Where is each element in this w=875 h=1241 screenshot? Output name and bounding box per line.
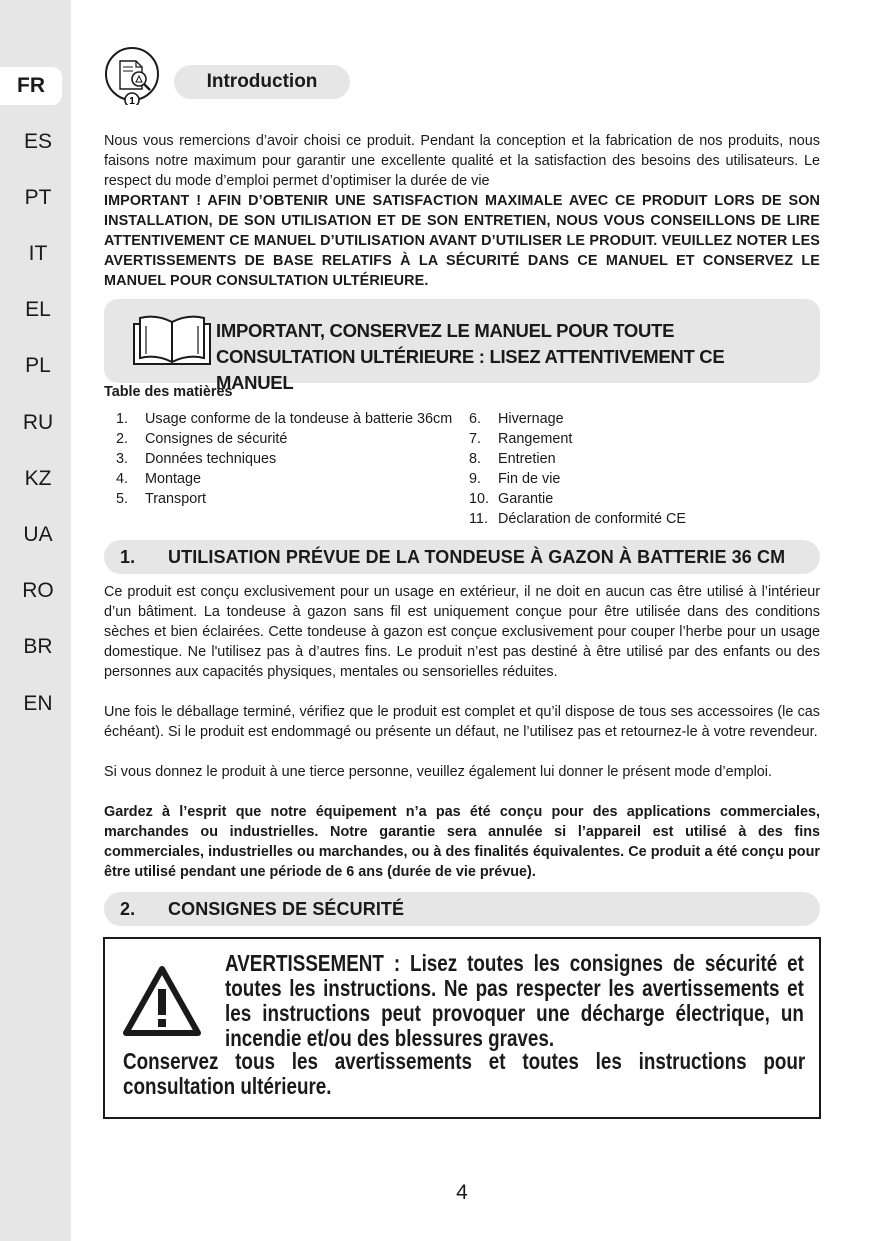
intro-paragraph: Nous vous remercions d’avoir choisi ce produit. Pendant la conception et la fabrication de nos produits, nous faisons notre maximum pour garantir une excellente qualité et la satisfaction des besoins des utilisateurs. Le respect du mode d’emploi permet d’optimiser la durée de vie	[104, 133, 820, 189]
section-1-number: 1.	[120, 546, 136, 567]
section-2-number: 2.	[120, 898, 136, 919]
important-notice-text	[216, 318, 806, 396]
toc-item-number: 2.	[116, 431, 129, 447]
toc-item-number: 5.	[116, 491, 129, 507]
toc-item	[457, 509, 787, 529]
toc-item-label: Hivernage	[498, 411, 564, 427]
toc-item-label: Transport	[145, 491, 207, 507]
toc-item	[457, 469, 787, 489]
toc-item	[457, 429, 787, 449]
section-1-paragraph-1: Ce produit est conçu exclusivement pour un usage en extérieur, il ne doit en aucun cas être utilisé à l’intérieur d’un bâtiment. La tondeuse à gazon sans fil est uniquement conçue pour être utilisée dans des conditions sèches et bien éclairées. Cette tondeuse à gazon est conçue exclusivement pour couper l’herbe pour un usage domestique. Ne l'utilisez pas à d’autres fins. Le produit n’est pas destiné à être utilisé par des enfants ou des personnes aux capacités physiques, mentales ou sensorielles réduites.	[104, 584, 820, 680]
introduction-heading: Introduction	[174, 65, 350, 99]
document-search-icon	[103, 47, 161, 105]
language-tab-es[interactable]: ES	[23, 130, 52, 153]
toc-item	[104, 429, 454, 449]
open-book-icon	[132, 312, 212, 368]
section-1-heading	[104, 540, 820, 574]
section-1-paragraph-2: Une fois le déballage terminé, vérifiez que le produit est complet et qu’il dispose de tous ses accessoires (le cas échéant). Si le produit est endommagé ou présente un défaut, ne l’utilisez pas et retournez-le à votre revendeur.	[104, 704, 820, 740]
toc-item	[104, 449, 454, 469]
language-tab-ro[interactable]: RO	[22, 579, 54, 602]
section-2-title: CONSIGNES DE SÉCURITÉ	[168, 898, 405, 919]
toc-item	[104, 489, 454, 509]
toc-item-number: 1.	[116, 411, 129, 427]
toc-item	[104, 469, 454, 489]
important-line-1: IMPORTANT, CONSERVEZ LE MANUEL POUR TOUTE	[216, 320, 675, 341]
language-tab-pt[interactable]: PT	[24, 186, 52, 209]
toc-item-label: Données techniques	[145, 451, 277, 467]
toc-item-number: 8.	[469, 451, 482, 467]
toc-item-number: 9.	[469, 471, 482, 487]
toc-item	[457, 409, 787, 429]
toc-left-column	[104, 409, 454, 509]
toc-item-number: 7.	[469, 431, 482, 447]
language-tab-it[interactable]: IT	[28, 242, 48, 265]
language-tab-ru[interactable]: RU	[22, 411, 54, 434]
intro-important-paragraph: IMPORTANT ! AFIN D’OBTENIR UNE SATISFACTION MAXIMALE AVEC CE PRODUIT LORS DE SON INSTALLATION, DE SON UTILISATION ET DE SON ENTRETIEN, NOUS VOUS CONSEILLONS DE LIRE ATTENTIVEMENT CE MANUEL D’UTILISATION AVANT D’UTILISER LE PRODUIT. VEUILLEZ NOTER LES AVERTISSEMENTS DE BASE RELATIFS À LA SÉCURITÉ DANS CE MANUEL ET CONSERVEZ LE MANUEL POUR CONSULTATION ULTÉRIEURE.	[104, 193, 820, 289]
toc-item-number: 10.	[469, 491, 490, 507]
important-line-2: CONSULTATION ULTÉRIEURE : LISEZ ATTENTIVEMENT CE MANUEL	[216, 346, 725, 393]
language-tab-en[interactable]: EN	[23, 692, 53, 715]
toc-item-label: Garantie	[498, 491, 554, 507]
toc-item-label: Entretien	[498, 451, 556, 467]
section-2-heading	[104, 892, 820, 926]
page-number: 4	[456, 1181, 468, 1204]
section-1-paragraph-3: Si vous donnez le produit à une tierce personne, veuillez également lui donner le présent mode d’emploi.	[104, 764, 772, 780]
language-tab-el[interactable]: EL	[25, 298, 51, 321]
toc-item-number: 4.	[116, 471, 129, 487]
toc-item-label: Montage	[145, 471, 202, 487]
section-1-paragraph-4: Gardez à l’esprit que notre équipement n’a pas été conçu pour des applications commerciales, marchandes ou industrielles. Notre garantie sera annulée si l’appareil est utilisé à des fins commerciales, industrielles ou marchandes, ou à des finalités équivalentes. Ce produit a été conçu pour être utilisé pendant une période de 6 ans (durée de vie prévue).	[104, 804, 820, 880]
toc-item-label: Usage conforme de la tondeuse à batterie 36cm	[145, 411, 453, 427]
toc-item	[457, 489, 787, 509]
warning-triangle-icon	[123, 965, 201, 1037]
toc-item-label: Consignes de sécurité	[145, 431, 288, 447]
toc-item	[457, 449, 787, 469]
toc-item-label: Rangement	[498, 431, 573, 447]
language-tab-fr[interactable]: FR	[0, 67, 62, 105]
language-tab-kz[interactable]: KZ	[24, 467, 52, 490]
toc-item-number: 3.	[116, 451, 129, 467]
warning-keep-instructions: Conservez tous les avertissements et toutes les instructions pour consultation ultérieure.	[123, 1048, 806, 1099]
toc-item	[104, 409, 454, 429]
toc-title: Table des matières	[104, 384, 233, 400]
language-tab-pl[interactable]: PL	[25, 354, 51, 377]
intro-badge-number: 1	[129, 96, 135, 105]
toc-item-label: Fin de vie	[498, 471, 561, 487]
warning-text: AVERTISSEMENT : Lisez toutes les consignes de sécurité et toutes les instructions. Ne pas respecter les avertissements et les instructions peut provoquer une décharge électrique, un incendie et/ou des blessures graves.	[225, 950, 804, 1051]
toc-item-number: 11.	[469, 511, 488, 527]
language-tab-br[interactable]: BR	[23, 635, 53, 658]
section-1-title: UTILISATION PRÉVUE DE LA TONDEUSE À GAZON À BATTERIE 36 CM	[168, 546, 786, 567]
toc-item-label: Déclaration de conformité CE	[498, 511, 686, 527]
toc-right-column	[457, 409, 787, 529]
toc-item-number: 6.	[469, 411, 482, 427]
warning-box	[103, 937, 821, 1119]
language-tab-ua[interactable]: UA	[23, 523, 53, 546]
